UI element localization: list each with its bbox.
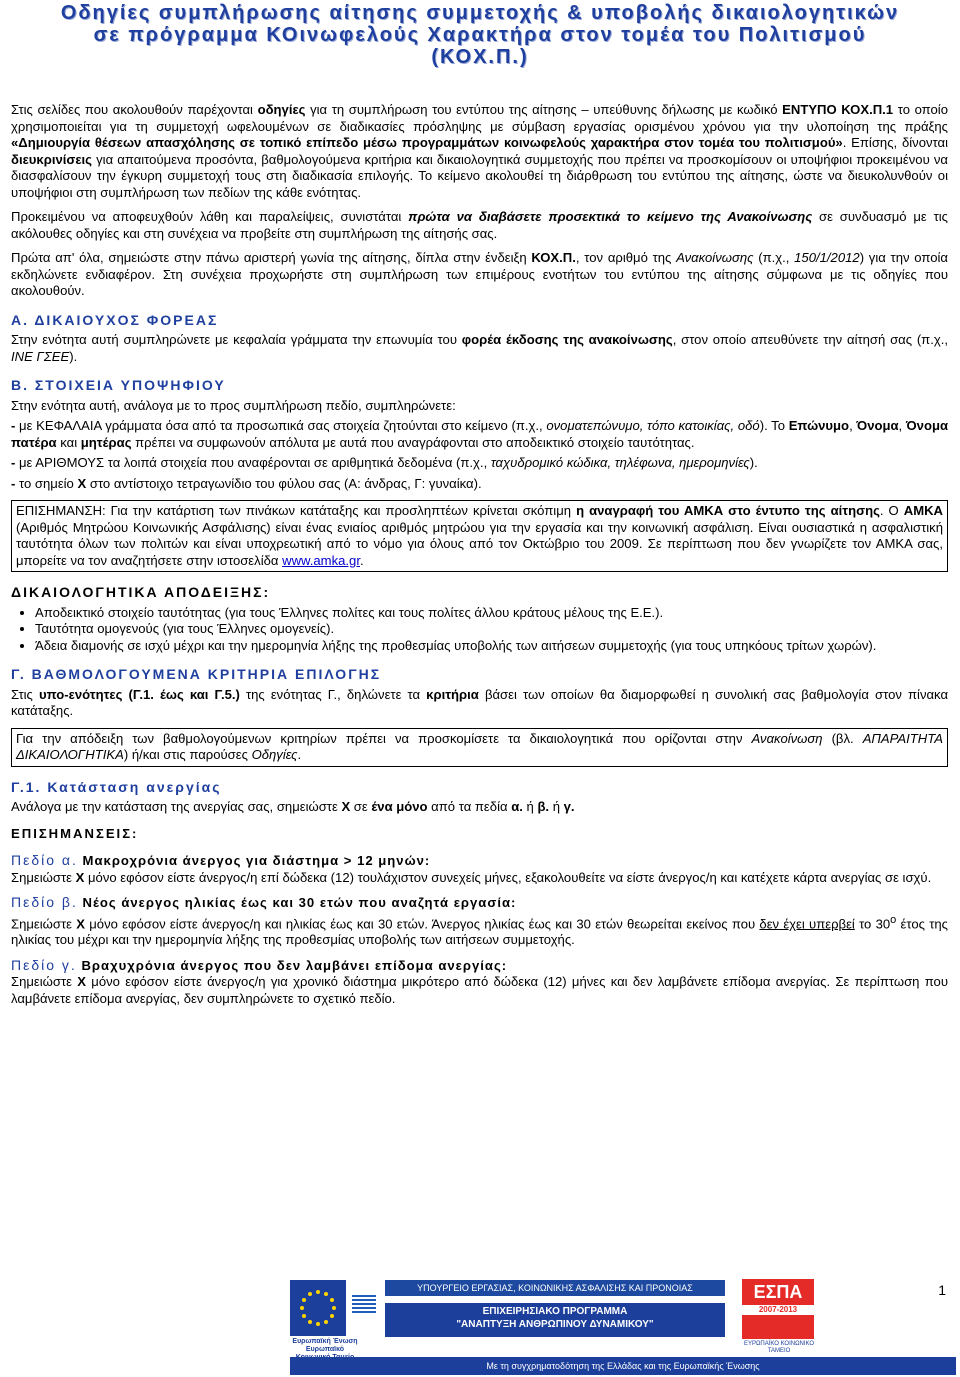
ministry-banner: ΥΠΟΥΡΓΕΙΟ ΕΡΓΑΣΙΑΣ, ΚΟΙΝΩΝΙΚΗΣ ΑΣΦΑΛΙΣΗΣ ΚΑΙ ΠΡΟΝΟΙΑΣ (385, 1280, 725, 1296)
intro-paragraph: Στις σελίδες που ακολουθούν παρέχονται οδηγίες για τη συμπλήρωση του εντύπου της αίτησης – υπεύθυνης δήλωσης με κωδικό ΕΝΤΥΠΟ ΚΟΧ.Π.1 το οποίο χρησιμοποιείται για τη συμμετοχή ωφελουμένων σε διαδικασίες πρόσληψης με σύμβαση εργασίας ορισμένου χρόνου για την υλοποίηση της πράξης «Δημιουργία θέσεων απασχόλησης σε τοπικό επίπεδο μέσω προγραμμάτων κοινωφελούς χαρακτήρα στον τομέα του πολιτισμού». Επίσης, δίνονται διευκρινίσεις για απαιτούμενα προσόντα, βαθμολογούμενα κριτήρια και δικαιολογητικά συμμετοχής που πρέπει να προσκομίσουν οι υποψήφιοι προκειμένου να διασφαλίσουν την έγκυρη συμμετοχή τους στη διαδικασία επιλογής. Το κείμενο ακολουθεί τη διάρθρωση του εντύπου της αίτησης, ώστε να διευκολυνθούν οι υποψήφιοι στη συμπλήρωση των πεδίων της κάθε ενότητας. (11, 102, 949, 200)
documents-list-item: • Ταυτότητα ομογενούς (για τους Έλληνες ομογενείς). (35, 621, 948, 638)
eu-label: Ευρωπαϊκή Ένωση Ευρωπαϊκό (292, 1338, 358, 1353)
section-a-text: Στην ενότητα αυτή συμπληρώνετε με κεφαλαία γράμματα την επωνυμία του φορέα έκδοσης της ανακοίνωσης, στον οποίο απευθύνετε την αίτησή σας (π.χ., ΙΝΕ ΓΣΕΕ). (11, 332, 949, 364)
section-a-heading: Α. ΔΙΚΑΙΟΥΧΟΣ ΦΟΡΕΑΣ (11, 311, 219, 328)
field-a-text: Σημειώστε Χ μόνο εφόσον είστε άνεργος/η επί δώδεκα (12) τουλάχιστον συνεχείς μήνες, εξακολουθείτε να είστε άνεργος/η και κατέχετε κάρτα ανεργίας σε ισχύ. (11, 869, 932, 885)
section-g-text: Στις υπο-ενότητες (Γ.1. έως και Γ.5.) της ενότητας Γ., δηλώνετε τα κριτήρια βάσει των οποίων θα διαμορφωθεί η συνολική σας βαθμολογία στον πίνακα κατάταξης. (11, 686, 949, 718)
amka-notice-box: ΕΠΙΣΗΜΑΝΣΗ: Για την κατάρτιση των πινάκων κατάταξης και προσληπτέων κρίνεται σκόπιμη η αναγραφή του ΑΜΚΑ στο έντυπο της αίτησης. Ο ΑΜΚΑ (Αριθμός Μητρώου Κοινωνικής Ασφάλισης) είναι ένας ενιαίος αριθμός μητρώου για την εργασία και την κοινωνική ασφάλιση. Είναι ουσιαστικά η ασφαλιστική ταυτότητα όλων των πολιτών και είναι υποχρεωτική από το νόμο για όλους από τον Οκτώβριο του 2009. Σε περίπτωση που δεν γνωρίζετε τον ΑΜΚΑ σας, μπορείτε να τον αναζητήσετε στην ιστοσελίδα www.amka.gr. (11, 500, 948, 572)
document-body (11, 102, 948, 1015)
announcement-number-paragraph: Πρώτα απ' όλα, σημειώστε στην πάνω αριστερή γωνία της αίτησης, δίπλα στην ένδειξη ΚΟΧ.Π., τον αριθμό της Ανακοίνωσης (π.χ., 150/1/2012) για την οποία εκδηλώνετε ενδιαφέρον. Στη συνέχεια προχωρήστε στη συμπλήρωση των επιμέρους ενοτήτων του εντύπου της αίτησης σύμφωνα με τις οδηγίες που ακολουθούν. (11, 250, 948, 298)
read-first-paragraph: Προκειμένου να αποφευχθούν λάθη και παραλείψεις, συνιστάται πρώτα να διαβάσετε προσεκτικά το κείμενο της Ανακοίνωσης σε συνδυασμό με τις ακόλουθες οδηγίες και στη συνέχεια να προβείτε στη συμπλήρωση της αίτησής σας. (11, 209, 948, 241)
espa-subtitle: ΕΥΡΩΠΑΪΚΟ ΚΟΙΝΩΝΙΚΟ ΤΑΜΕΙΟ (743, 1341, 815, 1354)
amka-link[interactable]: www.amka.gr (282, 552, 360, 568)
section-g-heading: Γ. ΒΑΘΜΟΛΟΓΟΥΜΕΝΑ ΚΡΙΤΗΡΙΑ ΕΠΙΛΟΓΗΣ (11, 666, 382, 682)
eu-flag-logo (290, 1280, 346, 1336)
title-line-1: Οδηγίες συμπλήρωσης αίτησης συμμετοχής & υποβολής δικαιολογητικών (60, 2, 900, 24)
g1-heading: Γ.1. Κατάσταση ανεργίας (11, 778, 222, 795)
criteria-proof-box: Για την απόδειξη των βαθμολογούμενων κριτηρίων πρέπει να προσκομίσετε τα δικαιολογητικά που ορίζονται στην Ανακοίνωση (βλ. ΑΠΑΡΑΙΤΗΤΑ ΔΙΚΑΙΟΛΟΓΗΤΙΚΑ) ή/και στις παρούσες Οδηγίες. (11, 728, 948, 767)
g1-text: Ανάλογα με την κατάσταση της ανεργίας σας, σημειώστε Χ σε ένα μόνο από τα πεδία α. ή β. ή γ. (11, 799, 575, 814)
page-number: 1 (938, 1282, 946, 1298)
title-line-2: σε πρόγραμμα ΚΟινωφελούς Χαρακτήρα στον τομέα του Πολιτισμού (93, 24, 867, 46)
field-a-title: Πεδίο α. Μακροχρόνια άνεργος για διάστημα > 12 μηνών: (11, 852, 431, 868)
notes-heading: ΕΠΙΣΗΜΑΝΣΕΙΣ: (11, 825, 139, 841)
documents-list (11, 605, 948, 655)
greek-flag-icon (352, 1295, 376, 1313)
field-b-title: Πεδίο β. Νέος άνεργος ηλικίας έως και 30 ετών που αναζητά εργασία: (11, 894, 517, 910)
program-banner: ΕΠΙΧΕΙΡΗΣΙΑΚΟ ΠΡΟΓΡΑΜΜΑ "ΑΝΑΠΤΥΞΗ ΑΝΘΡΩΠΙΝΟΥ ΔΥΝΑΜΙΚΟΥ" (385, 1303, 725, 1337)
eu-stars-icon (290, 1280, 346, 1336)
documents-heading: ΔΙΚΑΙΟΛΟΓΗΤΙΚΑ ΑΠΟΔΕΙΞΗΣ: (11, 584, 271, 600)
field-c-title: Πεδίο γ. Βραχυχρόνια άνεργος που δεν λαμβάνει επίδομα ανεργίας: (11, 956, 508, 973)
title-line-3: (ΚΟΧ.Π.) (431, 46, 529, 68)
section-b-capitals: - με ΚΕΦΑΛΑΙΑ γράμματα όσα από τα προσωπικά σας στοιχεία ζητούνται στο κείμενο (π.χ., ονοματεπώνυμο, τόπο κατοικίας, οδό). Το Επώνυμο, Όνομα, Όνομα πατέρα και μητέρας πρέπει να συμφωνούν απόλυτα με αυτά που αναγράφονται στο αποδεικτικό στοιχείο ταυτότητας. (11, 418, 948, 450)
section-b-intro: Στην ενότητα αυτή, ανάλογα με το προς συμπλήρωση πεδίο, συμπληρώνετε: (11, 397, 456, 413)
section-b-heading: Β. ΣΤΟΙΧΕΙΑ ΥΠΟΨΗΦΙΟΥ (11, 377, 226, 393)
field-b-text: Σημειώστε Χ μόνο εφόσον είστε άνεργος/η και ηλικίας έως και 30 ετών. Άνεργος ηλικίας έως και 30 ετών θεωρείται εκείνος που δεν έχει υπερβεί το $30^o$ έτος της ηλικίας του μέχρι και την ημερομηνία λήξης της προθεσμίας υποβολής των αιτήσεων συμμετοχής. (11, 913, 948, 948)
section-b-gender: - το σημείο Χ στο αντίστοιχο τετραγωνίδιο του φύλου σας (Α: άνδρας, Γ: γυναίκα). (11, 475, 482, 491)
document-title (0, 2, 960, 68)
funding-footer-banner (290, 1275, 956, 1377)
documents-list-item: • Αποδεικτικό στοιχείο ταυτότητας (για τους Έλληνες πολίτες και τους πολίτες άλλου κράτους μέλους της Ε.Ε.). (35, 605, 948, 622)
documents-list-item: • Άδεια διαμονής σε ισχύ μέχρι και την ημερομηνία λήξης της προθεσμίας υποβολής των αιτήσεων συμμετοχής (για τους υπηκόους τρίτων χωρών). (35, 638, 948, 655)
cofunding-strip: Με τη συγχρηματοδότηση της Ελλάδας και της Ευρωπαϊκής Ένωσης (290, 1357, 956, 1375)
section-b-numbers: - με ΑΡΙΘΜΟΥΣ τα λοιπά στοιχεία που αναφέρονται σε αριθμητικά δεδομένα (π.χ., ταχυδρομικό κώδικα, τηλέφωνα, ημερομηνίες). (11, 455, 758, 470)
espa-logo: ΕΣΠΑ 2007-2013 (742, 1279, 814, 1339)
field-c-text: Σημειώστε Χ μόνο εφόσον είστε άνεργος/η για χρονικό διάστημα μικρότερο από δώδεκα (12) μήνες και δεν λαμβάνετε επίδομα ανεργίας. Σε περίπτωση που λαμβάνετε επίδομα ανεργίας, δεν συμπληρώνετε το σχετικό πεδίο. (11, 974, 949, 1006)
